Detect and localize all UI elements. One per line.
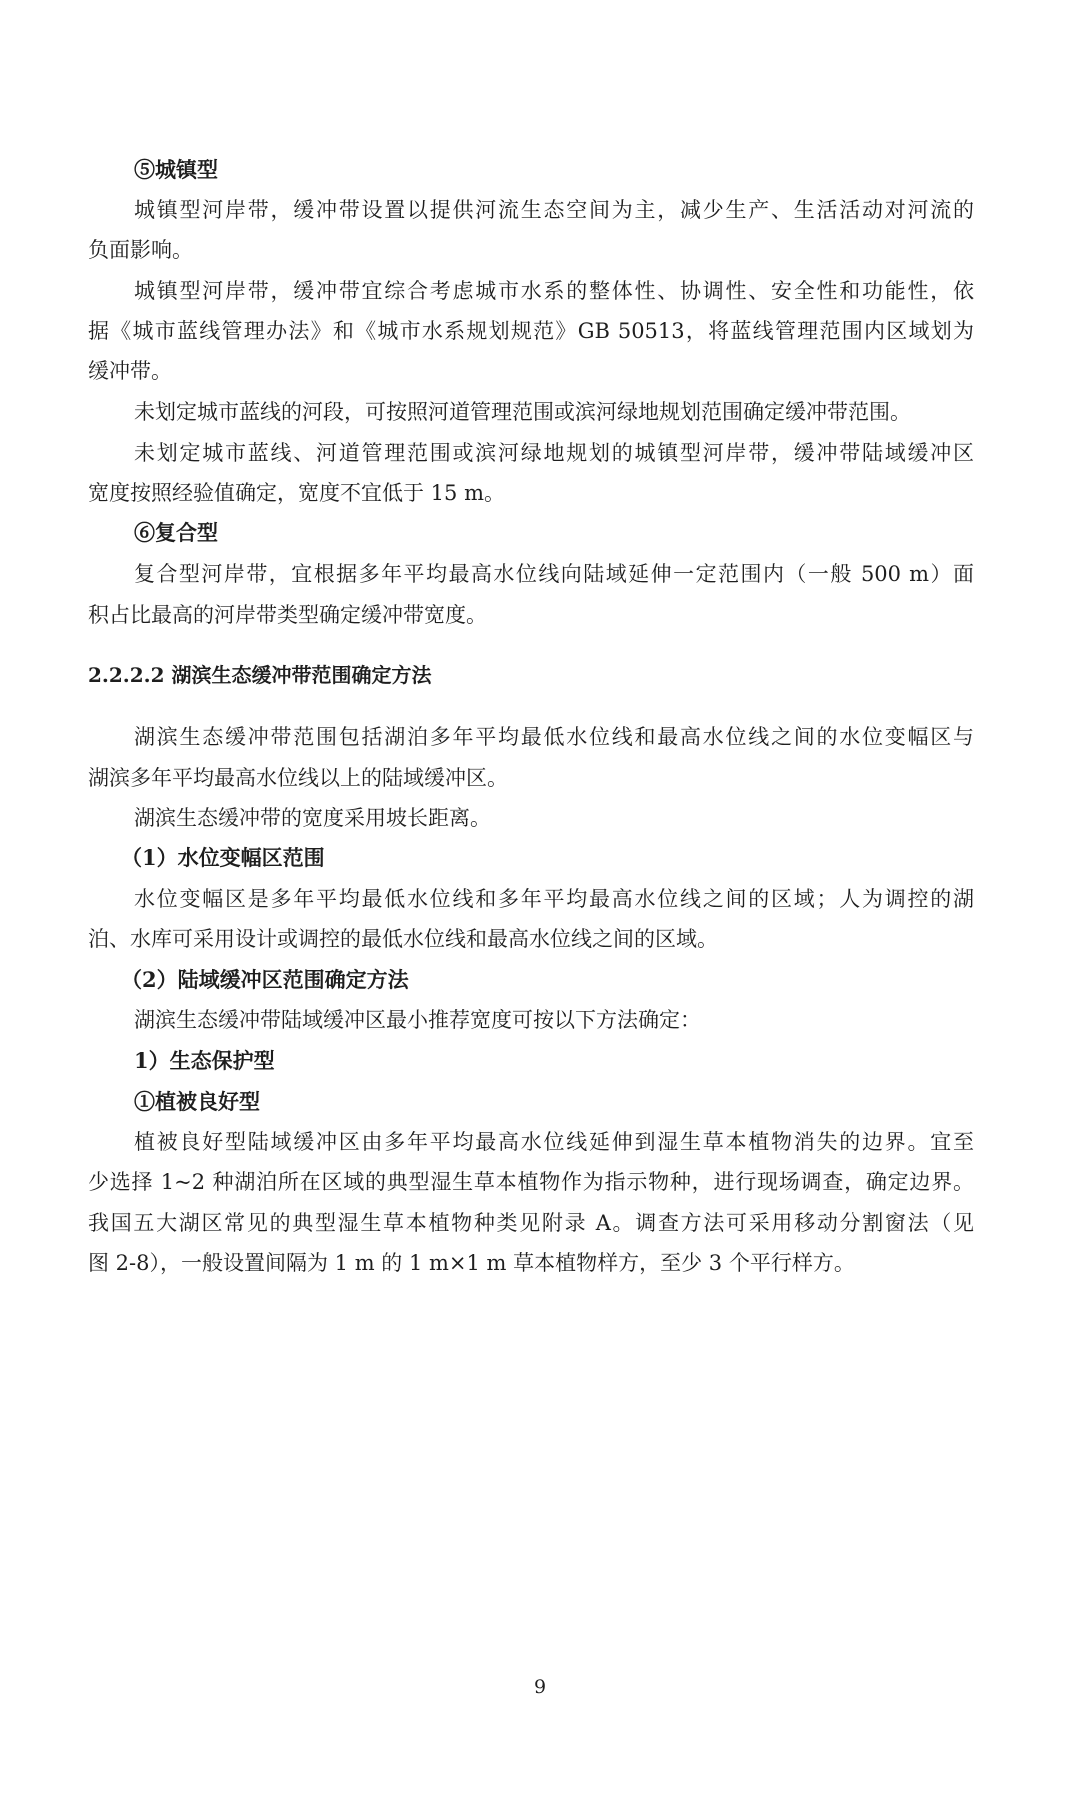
paragraph-line: 湖滨多年平均最高水位线以上的陆域缓冲区。 <box>88 766 508 790</box>
subsection-title: （1）水位变幅区范围 <box>121 845 325 870</box>
paragraph-line: 城镇型河岸带，缓冲带设置以提供河流生态空间为主，减少生产、生活活动对河流的 <box>134 198 974 222</box>
paragraph-line: 未划定城市蓝线的河段，可按照河道管理范围或滨河绿地规划范围确定缓冲带范围。 <box>134 400 911 424</box>
paragraph-line: 我国五大湖区常见的典型湿生草本植物种类见附录 A。调查方法可采用移动分割窗法（见 <box>88 1211 974 1235</box>
paragraph-line: 据《城市蓝线管理办法》和《城市水系规划规范》GB 50513，将蓝线管理范围内区域划为 <box>88 319 974 343</box>
paragraph-line: 积占比最高的河岸带类型确定缓冲带宽度。 <box>88 603 487 627</box>
subsection-title: （2）陆域缓冲区范围确定方法 <box>121 967 409 992</box>
paragraph-line: 图 2-8），一般设置间隔为 1 m 的 1 m×1 m 草本植物样方，至少 3 个平行样方。 <box>88 1251 855 1275</box>
subsection-title: ①植被良好型 <box>134 1089 260 1114</box>
section-title-urban: ⑤城镇型 <box>134 157 218 182</box>
paragraph-line: 未划定城市蓝线、河道管理范围或滨河绿地规划的城镇型河岸带，缓冲带陆域缓冲区 <box>134 441 974 465</box>
section-title-composite: ⑥复合型 <box>134 520 218 545</box>
page-number: 9 <box>533 1676 547 1698</box>
paragraph-line: 少选择 1~2 种湖泊所在区域的典型湿生草本植物作为指示物种，进行现场调查，确定边界。 <box>88 1170 974 1194</box>
paragraph-line: 复合型河岸带，宜根据多年平均最高水位线向陆域延伸一定范围内（一般 500 m）面 <box>134 562 974 586</box>
paragraph-line: 负面影响。 <box>88 238 193 262</box>
paragraph-line: 湖滨生态缓冲带范围包括湖泊多年平均最低水位线和最高水位线之间的水位变幅区与 <box>134 725 974 749</box>
paragraph-line: 湖滨生态缓冲带陆域缓冲区最小推荐宽度可按以下方法确定： <box>134 1008 701 1032</box>
paragraph-line: 湖滨生态缓冲带的宽度采用坡长距离。 <box>134 806 491 830</box>
paragraph-line: 城镇型河岸带，缓冲带宜综合考虑城市水系的整体性、协调性、安全性和功能性，依 <box>134 279 974 303</box>
subsection-title: 1）生态保护型 <box>134 1048 275 1073</box>
paragraph-line: 泊、水库可采用设计或调控的最低水位线和最高水位线之间的区域。 <box>88 927 718 951</box>
paragraph-line: 宽度按照经验值确定，宽度不宜低于 15 m。 <box>88 481 505 505</box>
paragraph-line: 缓冲带。 <box>88 359 172 383</box>
paragraph-line: 水位变幅区是多年平均最低水位线和多年平均最高水位线之间的区域；人为调控的湖 <box>134 887 974 911</box>
section-heading-lake: 2.2.2.2 湖滨生态缓冲带范围确定方法 <box>88 663 432 687</box>
paragraph-line: 植被良好型陆域缓冲区由多年平均最高水位线延伸到湿生草本植物消失的边界。宜至 <box>134 1130 974 1154</box>
